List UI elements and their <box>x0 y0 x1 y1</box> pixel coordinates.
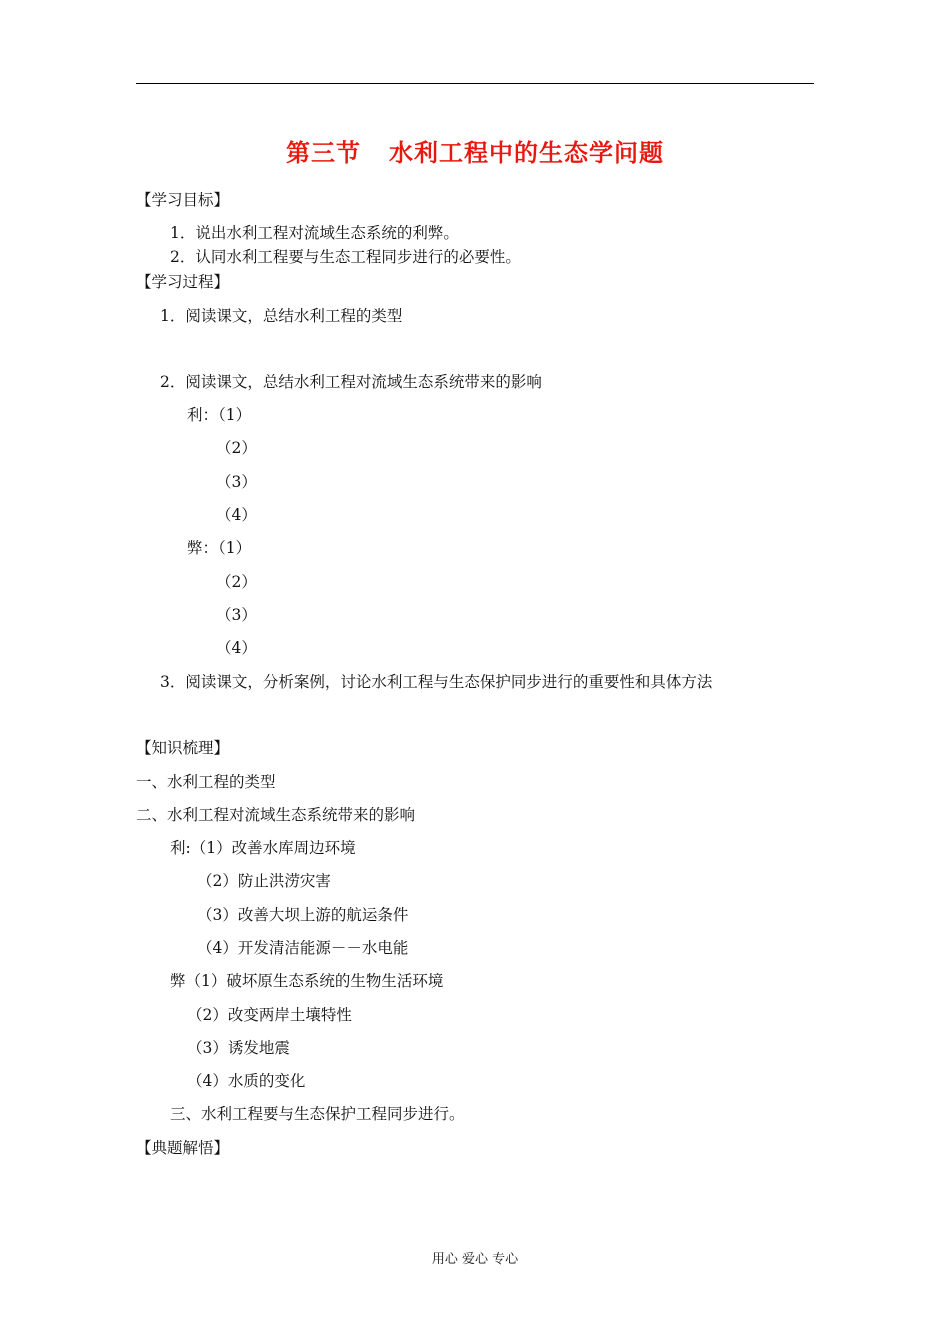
text-line: 1．说出水利工程对流域生态系统的利弊。 <box>170 224 459 242</box>
text-line: （3）改善大坝上游的航运条件 <box>197 906 409 924</box>
section-number: 第三节 <box>286 138 361 167</box>
text-line: （2） <box>216 439 257 457</box>
text-line: 1．阅读课文，总结水利工程的类型 <box>160 307 403 325</box>
text-line: （3） <box>216 606 257 624</box>
text-line: （2） <box>216 573 257 591</box>
text-line: 利：（1） <box>187 406 252 424</box>
text-line: （4）开发清洁能源－－水电能 <box>197 939 409 957</box>
text-line: 弊（1）破坏原生态系统的生物生活环境 <box>170 972 444 990</box>
text-line: 【典题解悟】 <box>136 1139 230 1157</box>
header-rule <box>136 83 814 84</box>
text-line: （3） <box>216 473 257 491</box>
section-title: 水利工程中的生态学问题 <box>389 138 664 167</box>
page-title <box>0 133 950 168</box>
text-line: 2．阅读课文，总结水利工程对流域生态系统带来的影响 <box>160 373 542 391</box>
text-line: 3．阅读课文，分析案例，讨论水利工程与生态保护同步进行的重要性和具体方法 <box>160 673 713 691</box>
text-line: （4） <box>216 639 257 657</box>
text-line: 利:（1）改善水库周边环境 <box>170 839 356 857</box>
text-line: 三、水利工程要与生态保护工程同步进行。 <box>170 1105 465 1123</box>
text-line: （4） <box>216 506 257 524</box>
text-line: （2）改变两岸土壤特性 <box>187 1006 352 1024</box>
text-line: 2．认同水利工程要与生态工程同步进行的必要性。 <box>170 248 521 266</box>
text-line: 一、水利工程的类型 <box>136 773 276 791</box>
text-line: 二、水利工程对流域生态系统带来的影响 <box>136 806 416 824</box>
text-line: （4）水质的变化 <box>187 1072 306 1090</box>
text-line: （3）诱发地震 <box>187 1039 290 1057</box>
text-line: 弊：（1） <box>187 539 252 557</box>
text-line: 【学习目标】 <box>136 191 230 209</box>
text-line: （2）防止洪涝灾害 <box>197 872 331 890</box>
text-line: 【学习过程】 <box>136 273 230 291</box>
page-footer: 用心 爱心 专心 <box>431 1252 519 1267</box>
text-line: 【知识梳理】 <box>136 739 230 757</box>
